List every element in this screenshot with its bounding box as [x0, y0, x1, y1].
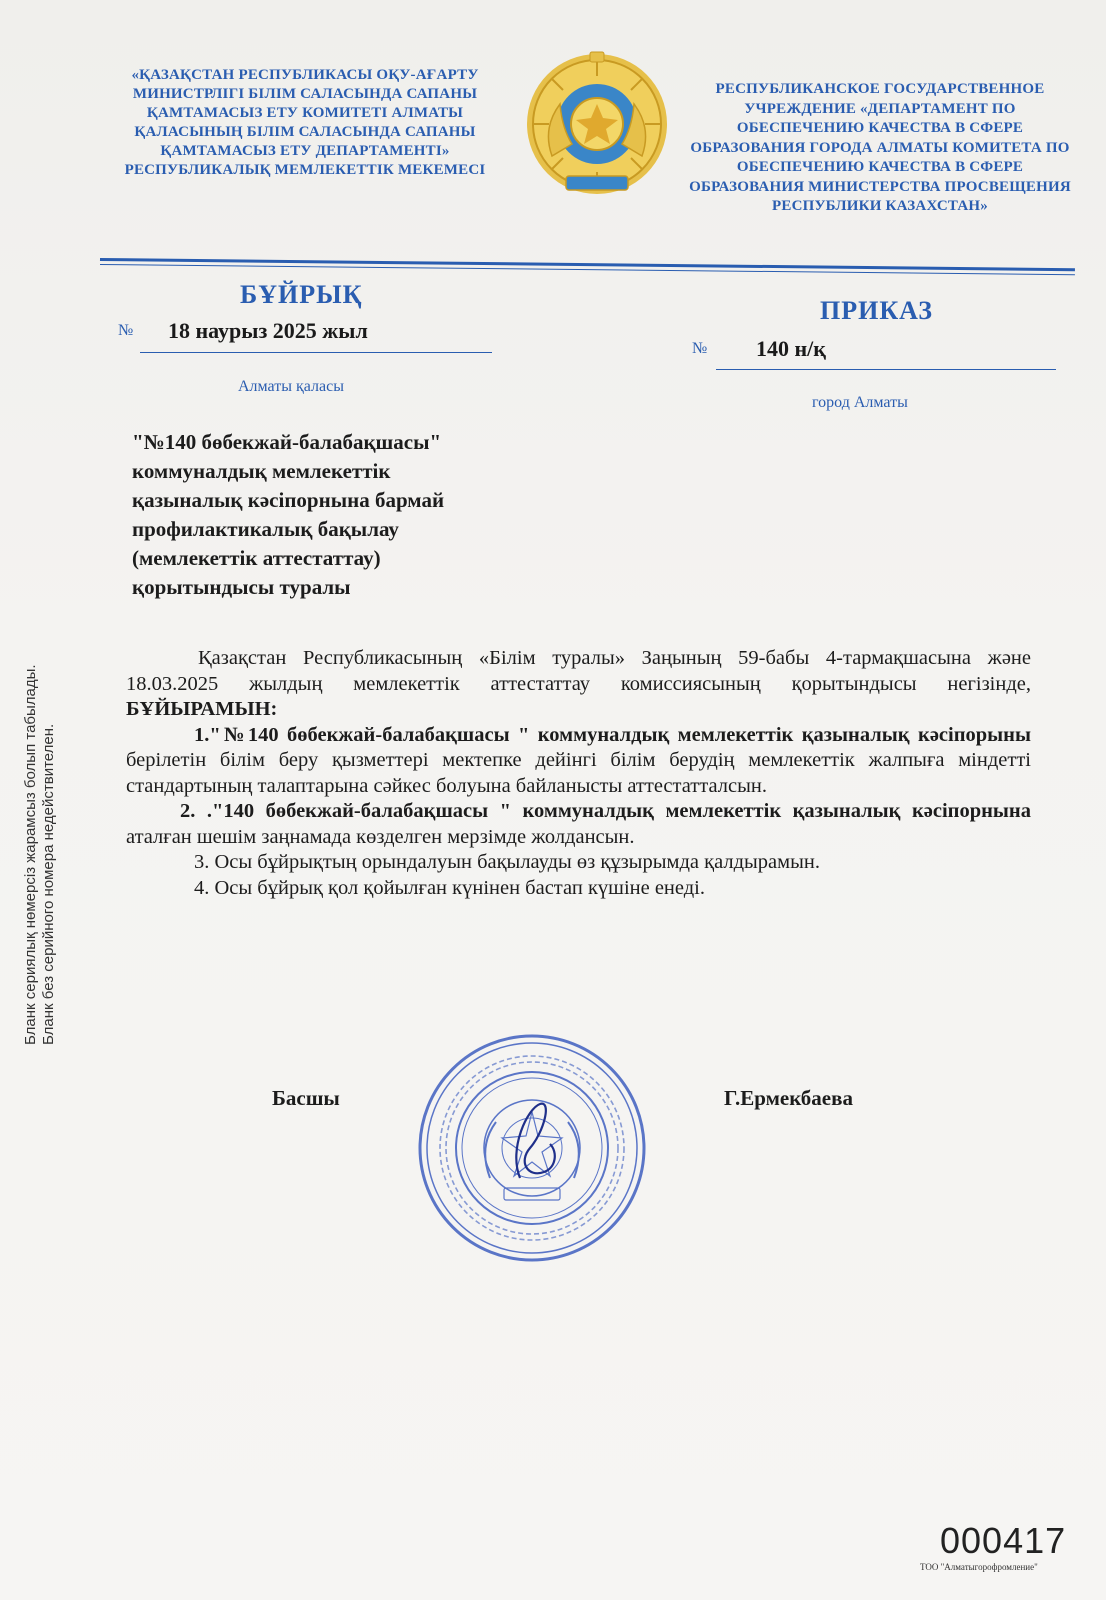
- subject-line: профилактикалық бақылау: [132, 517, 399, 541]
- letterhead-ru-line: РЕСПУБЛИКИ КАЗАХСТАН»: [772, 198, 988, 214]
- letterhead-kz-line: «ҚАЗАҚСТАН РЕСПУБЛИКАСЫ ОҚУ-АҒАРТУ: [131, 67, 479, 83]
- clause-2-subject: 2. ."140 бөбекжай-балабақшасы " коммуналдық мемлекеттік қазыналық кәсіпорнына: [180, 800, 1031, 822]
- preamble-paragraph: [126, 646, 1031, 723]
- date-underline: [140, 352, 492, 353]
- clause-1-subject: 1."№140 бөбекжай-балабақшасы " коммуналдық мемлекеттік қазыналық кәсіпорыны: [194, 723, 1031, 746]
- letterhead-kz-line: ҚАМТАМАСЫЗ ЕТУ ДЕПАРТАМЕНТІ»: [160, 143, 450, 159]
- letterhead-kz-line: ҚАМТАМАСЫЗ ЕТУ КОМИТЕТІ АЛМАТЫ: [146, 105, 464, 121]
- state-emblem-icon: [522, 48, 672, 208]
- subject-line: коммуналдық мемлекеттік: [132, 459, 391, 483]
- doc-title-ru: ПРИКАЗ: [820, 296, 934, 325]
- form-validity-note: [22, 565, 58, 1045]
- order-body: [126, 646, 1031, 901]
- letterhead-ru-line: ОБЕСПЕЧЕНИЮ КАЧЕСТВА В СФЕРЕ: [736, 159, 1024, 175]
- city-kz: Алматы қаласы: [238, 378, 344, 395]
- form-serial-number: 000417: [940, 1520, 1067, 1561]
- validity-note-ru: Бланк без серийного номера недействителен.: [40, 723, 57, 1045]
- clause-2-text: аталған шешім заңнамада көзделген мерзімде жолдансын.: [126, 825, 635, 848]
- letterhead-kz: [100, 66, 510, 180]
- clause-1: [126, 723, 1031, 800]
- city-ru: город Алматы: [812, 394, 908, 411]
- subject-line: (мемлекеттік аттестаттау): [132, 546, 381, 570]
- letterhead-ru-line: ОБЕСПЕЧЕНИЮ КАЧЕСТВА В СФЕРЕ: [736, 120, 1024, 136]
- validity-note-kz: Бланк сериялық нөмерсіз жарамсыз болып табылады.: [22, 664, 39, 1045]
- letterhead-ru-line: РЕСПУБЛИКАНСКОЕ ГОСУДАРСТВЕННОЕ: [715, 81, 1045, 97]
- clause-2: [126, 799, 1031, 850]
- clause-1-text: берілетін білім беру қызметтері мектепке дейінгі білім берудің мемлекеттік жалпыға міндетті стандартының талаптарына сәйкес болуына байланысты аттестатталсын.: [126, 749, 1031, 797]
- letterhead-ru-line: ОБРАЗОВАНИЯ ГОРОДА АЛМАТЫ КОМИТЕТА ПО: [690, 139, 1070, 156]
- signature-stroke: [516, 1104, 555, 1178]
- number-sign-ru: №: [692, 340, 708, 357]
- letterhead-kz-line: РЕСПУБЛИКАЛЫҚ МЕМЛЕКЕТТІК МЕКЕМЕСІ: [124, 162, 486, 178]
- signatory-name: Г.Ермекбаева: [724, 1086, 853, 1110]
- printer-imprint: ТОО "Алматыгорофромление": [920, 1562, 1038, 1572]
- number-sign-kz: №: [118, 322, 134, 339]
- official-stamp-icon: [412, 1028, 652, 1268]
- clause-4: 4. Осы бұйрық қол қойылған күнінен бастап күшіне енеді.: [194, 876, 705, 899]
- letterhead-kz-line: МИНИСТРЛІГІ БІЛІМ САЛАСЫНДА САПАНЫ: [132, 86, 478, 102]
- order-number: 140 н/қ: [756, 336, 826, 361]
- subject-line: "№140 бөбекжай-балабақшасы": [132, 430, 442, 454]
- letterhead-ru-line: УЧРЕЖДЕНИЕ «ДЕПАРТАМЕНТ ПО: [744, 100, 1016, 117]
- doc-title-kz: БҰЙРЫҚ: [240, 280, 363, 309]
- order-word: БҰЙЫРАМЫН:: [126, 698, 278, 720]
- letterhead-ru: [670, 80, 1090, 217]
- letterhead-ru-line: ОБРАЗОВАНИЯ МИНИСТЕРСТВА ПРОСВЕЩЕНИЯ: [689, 178, 1071, 195]
- subject-line: қазыналық кәсіпорнына бармай: [132, 488, 445, 512]
- order-date: 18 наурыз 2025 жыл: [168, 318, 368, 343]
- number-underline: [716, 369, 1056, 370]
- preamble-text: Қазақстан Республикасының «Білім туралы» Заңының 59-бабы 4-тармақшасына және 18.03.2025 жылдың мемлекеттік аттестаттау комиссиясының қорытындысы негізінде,: [126, 647, 1031, 695]
- letterhead-kz-line: ҚАЛАСЫНЫҢ БІЛІМ САЛАСЫНДА САПАНЫ: [134, 124, 476, 140]
- clause-3: 3. Осы бұйрықтың орындалуын бақылауды өз құзырымда қалдырамын.: [194, 851, 820, 873]
- signatory-role: Басшы: [272, 1086, 340, 1110]
- order-subject: [132, 428, 572, 602]
- subject-line: қорытындысы туралы: [132, 575, 351, 599]
